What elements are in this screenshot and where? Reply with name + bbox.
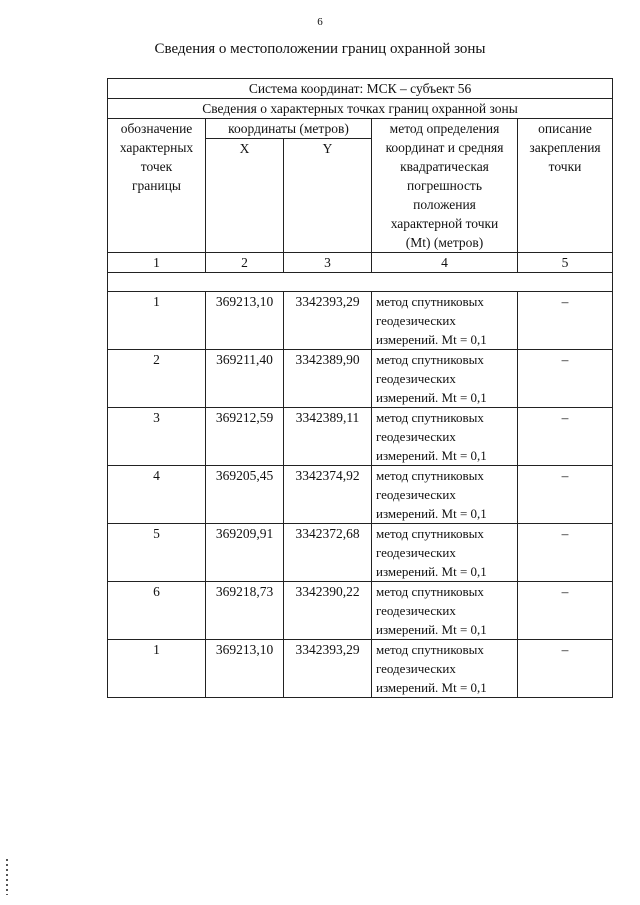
method-cell: метод спутниковых геодезических измерений. Mt = 0,1 (372, 640, 518, 698)
x-cell: 369205,45 (206, 466, 284, 524)
table-row (108, 582, 613, 640)
point-cell: 5 (108, 524, 206, 582)
method-cell: метод спутниковых геодезических измерений. Mt = 0,1 (372, 524, 518, 582)
column-number: 1 (108, 253, 206, 273)
y-cell: 3342389,90 (284, 350, 372, 408)
x-cell: 369218,73 (206, 582, 284, 640)
table-row (108, 524, 613, 582)
method-cell: метод спутниковых геодезических измерений. Mt = 0,1 (372, 350, 518, 408)
point-cell: 2 (108, 350, 206, 408)
point-cell: 4 (108, 466, 206, 524)
table-row (108, 466, 613, 524)
point-cell: 1 (108, 640, 206, 698)
description-cell: – (518, 408, 613, 466)
y-cell: 3342372,68 (284, 524, 372, 582)
table-header-row (108, 99, 613, 119)
table-header-row (108, 119, 613, 139)
description-cell: – (518, 582, 613, 640)
point-cell: 3 (108, 408, 206, 466)
header-x: X (206, 139, 284, 253)
x-cell: 369212,59 (206, 408, 284, 466)
header-y: Y (284, 139, 372, 253)
table-row (108, 292, 613, 350)
description-cell: – (518, 524, 613, 582)
header-point-designation: обозначение характерных точек границы (108, 119, 206, 253)
y-cell: 3342393,29 (284, 292, 372, 350)
empty-cell (108, 273, 613, 292)
method-cell: метод спутниковых геодезических измерений. Mt = 0,1 (372, 466, 518, 524)
header-description: описание закрепления точки (518, 119, 613, 253)
empty-row (108, 273, 613, 292)
y-cell: 3342390,22 (284, 582, 372, 640)
method-cell: метод спутниковых геодезических измерений. Mt = 0,1 (372, 582, 518, 640)
description-cell: – (518, 292, 613, 350)
y-cell: 3342389,11 (284, 408, 372, 466)
column-number-row (108, 253, 613, 273)
scan-edge-mark (6, 859, 8, 895)
column-number: 4 (372, 253, 518, 273)
column-number: 3 (284, 253, 372, 273)
method-cell: метод спутниковых геодезических измерений. Mt = 0,1 (372, 292, 518, 350)
x-cell: 369209,91 (206, 524, 284, 582)
boundary-points-table (107, 78, 613, 698)
description-cell: – (518, 640, 613, 698)
x-cell: 369213,10 (206, 640, 284, 698)
table-header-row (108, 79, 613, 99)
column-number: 2 (206, 253, 284, 273)
y-cell: 3342393,29 (284, 640, 372, 698)
table-subtitle-cell: Сведения о характерных точках границ охранной зоны (108, 99, 613, 119)
description-cell: – (518, 350, 613, 408)
page-number: 6 (317, 16, 323, 28)
description-cell: – (518, 466, 613, 524)
table-row (108, 640, 613, 698)
point-cell: 6 (108, 582, 206, 640)
header-method: метод определения координат и средняя квадратическая погрешность положения характерной точки (Mt) (метров) (372, 119, 518, 253)
document-title: Сведения о местоположении границ охранной зоны (154, 41, 486, 57)
method-cell: метод спутниковых геодезических измерений. Mt = 0,1 (372, 408, 518, 466)
coordinate-system-cell: Система координат: МСК – субъект 56 (108, 79, 613, 99)
x-cell: 369211,40 (206, 350, 284, 408)
table-row (108, 408, 613, 466)
table-row (108, 350, 613, 408)
point-cell: 1 (108, 292, 206, 350)
y-cell: 3342374,92 (284, 466, 372, 524)
header-coordinates: координаты (метров) (206, 119, 372, 139)
x-cell: 369213,10 (206, 292, 284, 350)
column-number: 5 (518, 253, 613, 273)
